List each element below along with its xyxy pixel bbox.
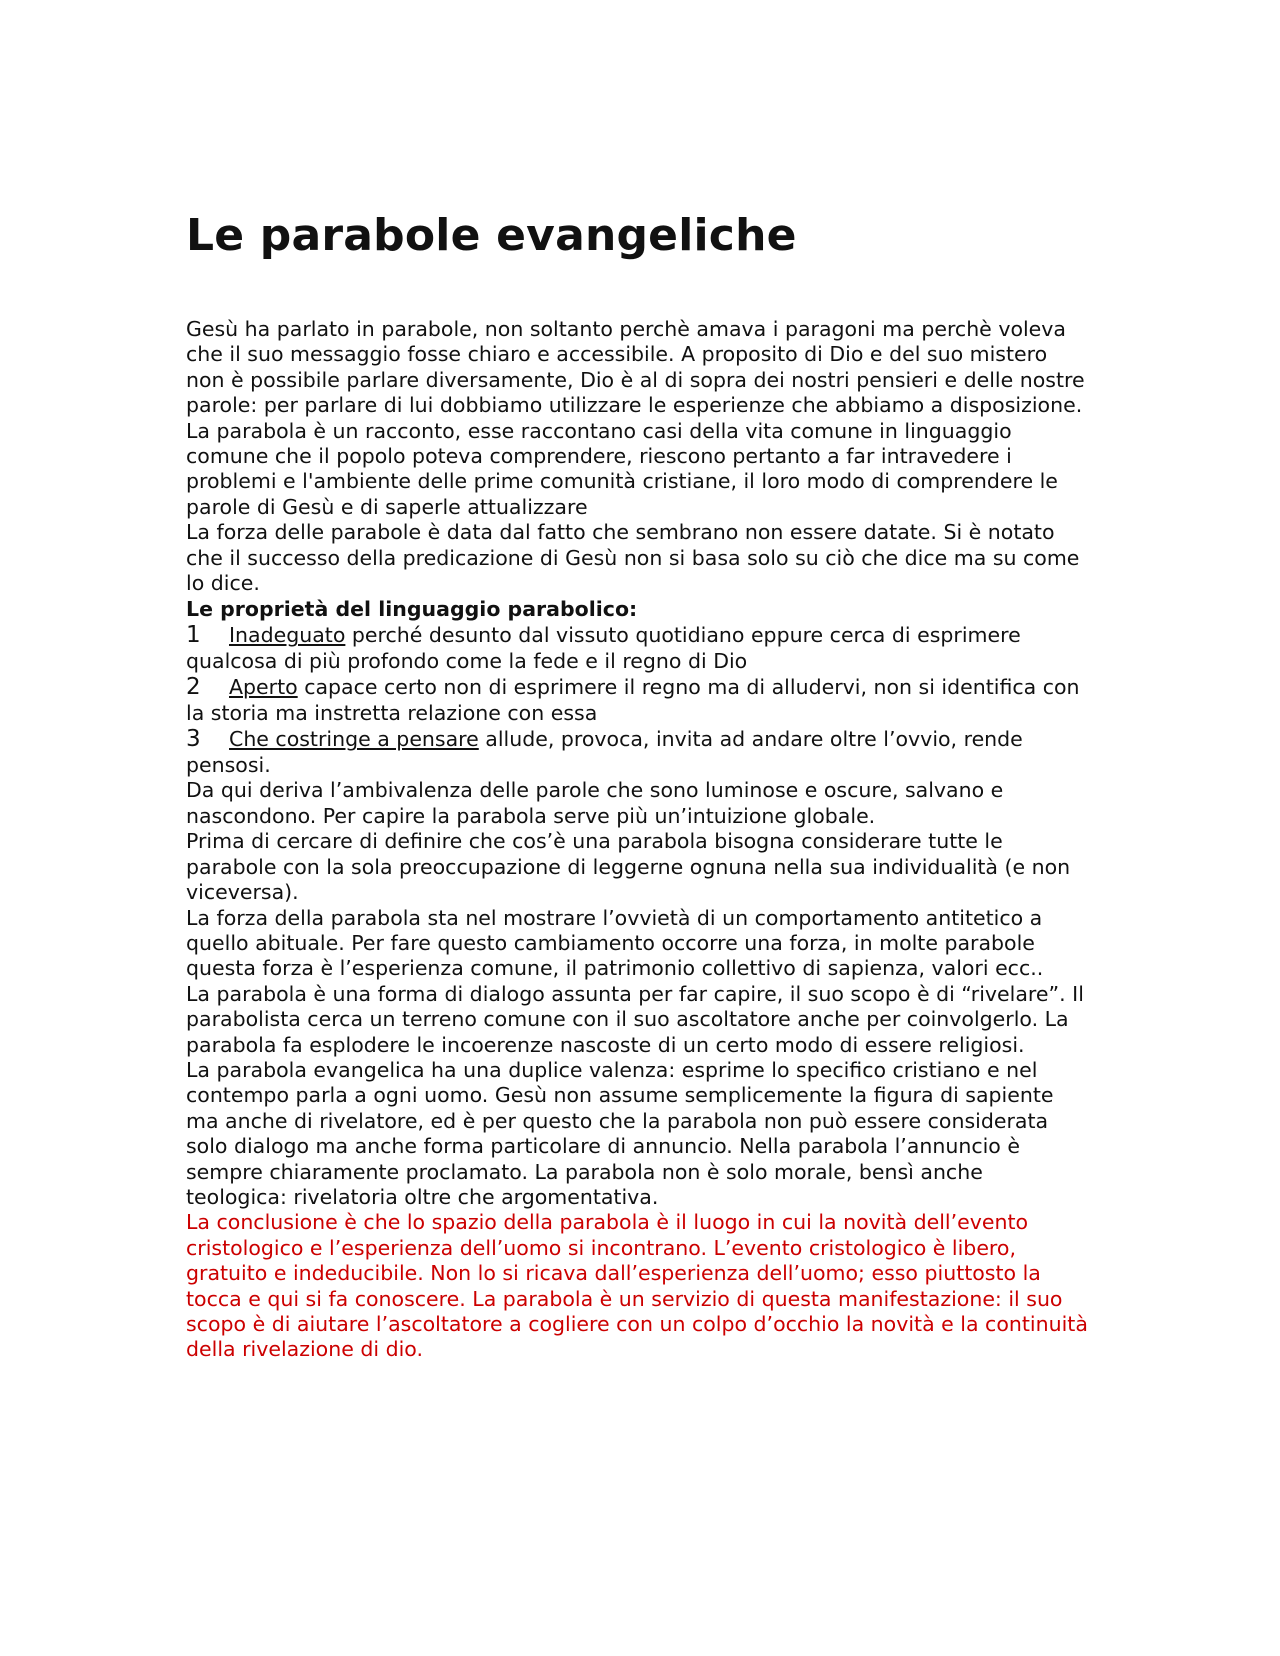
body-paragraph-2: Prima di cercare di definire che cos’è una parabola bisogna considerare tutte le parabole con la sola preoccupazione di leggerne ognuna nella sua individualità (e non viceversa). — [186, 829, 1071, 905]
property-text: allude, provoca, invita ad andare oltre l’ovvio, rende pensosi. — [186, 727, 1023, 778]
property-number: 2 — [186, 674, 201, 701]
property-keyword: Inadeguato — [229, 623, 346, 648]
document-page — [186, 208, 1090, 1363]
body-paragraph-4: La parabola è una forma di dialogo assunta per far capire, il suo scopo è di “rivelare”. Il parabolista cerca un terreno comune con il suo ascoltatore anche per coinvolgerlo. La parabola fa esplodere le incoerenze nascoste di un certo modo di essere religiosi. — [186, 981, 1084, 1057]
property-text: perché desunto dal vissuto quotidiano eppure cerca di esprimere qualcosa di più profondo come la fede e il regno di Dio — [186, 623, 1021, 674]
property-item-2 — [186, 674, 1090, 726]
body-paragraph-3: La forza della parabola sta nel mostrare l’ovvietà di un comportamento antitetico a quello abituale. Per fare questo cambiamento occorre una forza, in molte parabole questa forza è l’esperienza comune, il patrimonio collettivo di sapienza, valori ecc.. — [186, 905, 1044, 981]
property-keyword: Aperto — [229, 675, 298, 700]
properties-heading: Le proprietà del linguaggio parabolico: — [186, 597, 638, 622]
body-paragraph-1: Da qui deriva l’ambivalenza delle parole che sono luminose e oscure, salvano e nascondono. Per capire la parabola serve più un’intuizione globale. — [186, 778, 1004, 828]
intro-paragraph-2: La parabola è un racconto, esse raccontano casi della vita comune in linguaggio comune che il popolo poteva comprendere, riescono pertanto a far intravedere i problemi e l'ambiente delle prime comunità cristiane, il loro modo di comprendere le parole di Gesù e di saperle attualizzare — [186, 418, 1058, 519]
property-number: 1 — [186, 622, 201, 649]
property-item-1 — [186, 622, 1090, 674]
property-item-3 — [186, 726, 1090, 778]
intro-paragraph-3: La forza delle parabole è data dal fatto che sembrano non essere datate. Si è notato che il successo della predicazione di Gesù non si basa solo su ciò che dice ma su come lo dice. — [186, 520, 1080, 596]
property-text: capace certo non di esprimere il regno ma di alludervi, non si identifica con la storia ma instretta relazione con essa — [186, 675, 1080, 726]
property-number: 3 — [186, 726, 201, 753]
intro-paragraph-1: Gesù ha parlato in parabole, non soltanto perchè amava i paragoni ma perchè voleva che il suo messaggio fosse chiaro e accessibile. A proposito di Dio e del suo mistero non è possibile parlare diversamente, Dio è al di sopra dei nostri pensieri e delle nostre parole: per parlare di lui dobbiamo utilizzare le esperienze che abbiamo a disposizione. — [186, 317, 1085, 418]
property-keyword: Che costringe a pensare — [229, 727, 479, 752]
conclusion-paragraph: La conclusione è che lo spazio della parabola è il luogo in cui la novità dell’evento cristologico e l’esperienza dell’uomo si incontrano. L’evento cristologico è libero, gratuito e indeducibile. Non lo si ricava dall’esperienza dell’uomo; esso piuttosto la tocca e qui si fa conoscere. La parabola è un servizio di questa manifestazione: il suo scopo è di aiutare l’ascoltatore a cogliere con un colpo d’occhio la novità e la continuità della rivelazione di dio. — [186, 1210, 1088, 1362]
document-title: Le parabole evangeliche — [186, 210, 797, 261]
body-paragraph-5: La parabola evangelica ha una duplice valenza: esprime lo specifico cristiano e nel contempo parla a ogni uomo. Gesù non assume semplicemente la figura di sapiente ma anche di rivelatore, ed è per questo che la parabola non può essere considerata solo dialogo ma anche forma particolare di annuncio. Nella parabola l’annuncio è sempre chiaramente proclamato. La parabola non è solo morale, bensì anche teologica: rivelatoria oltre che argomentativa. — [186, 1057, 1054, 1209]
